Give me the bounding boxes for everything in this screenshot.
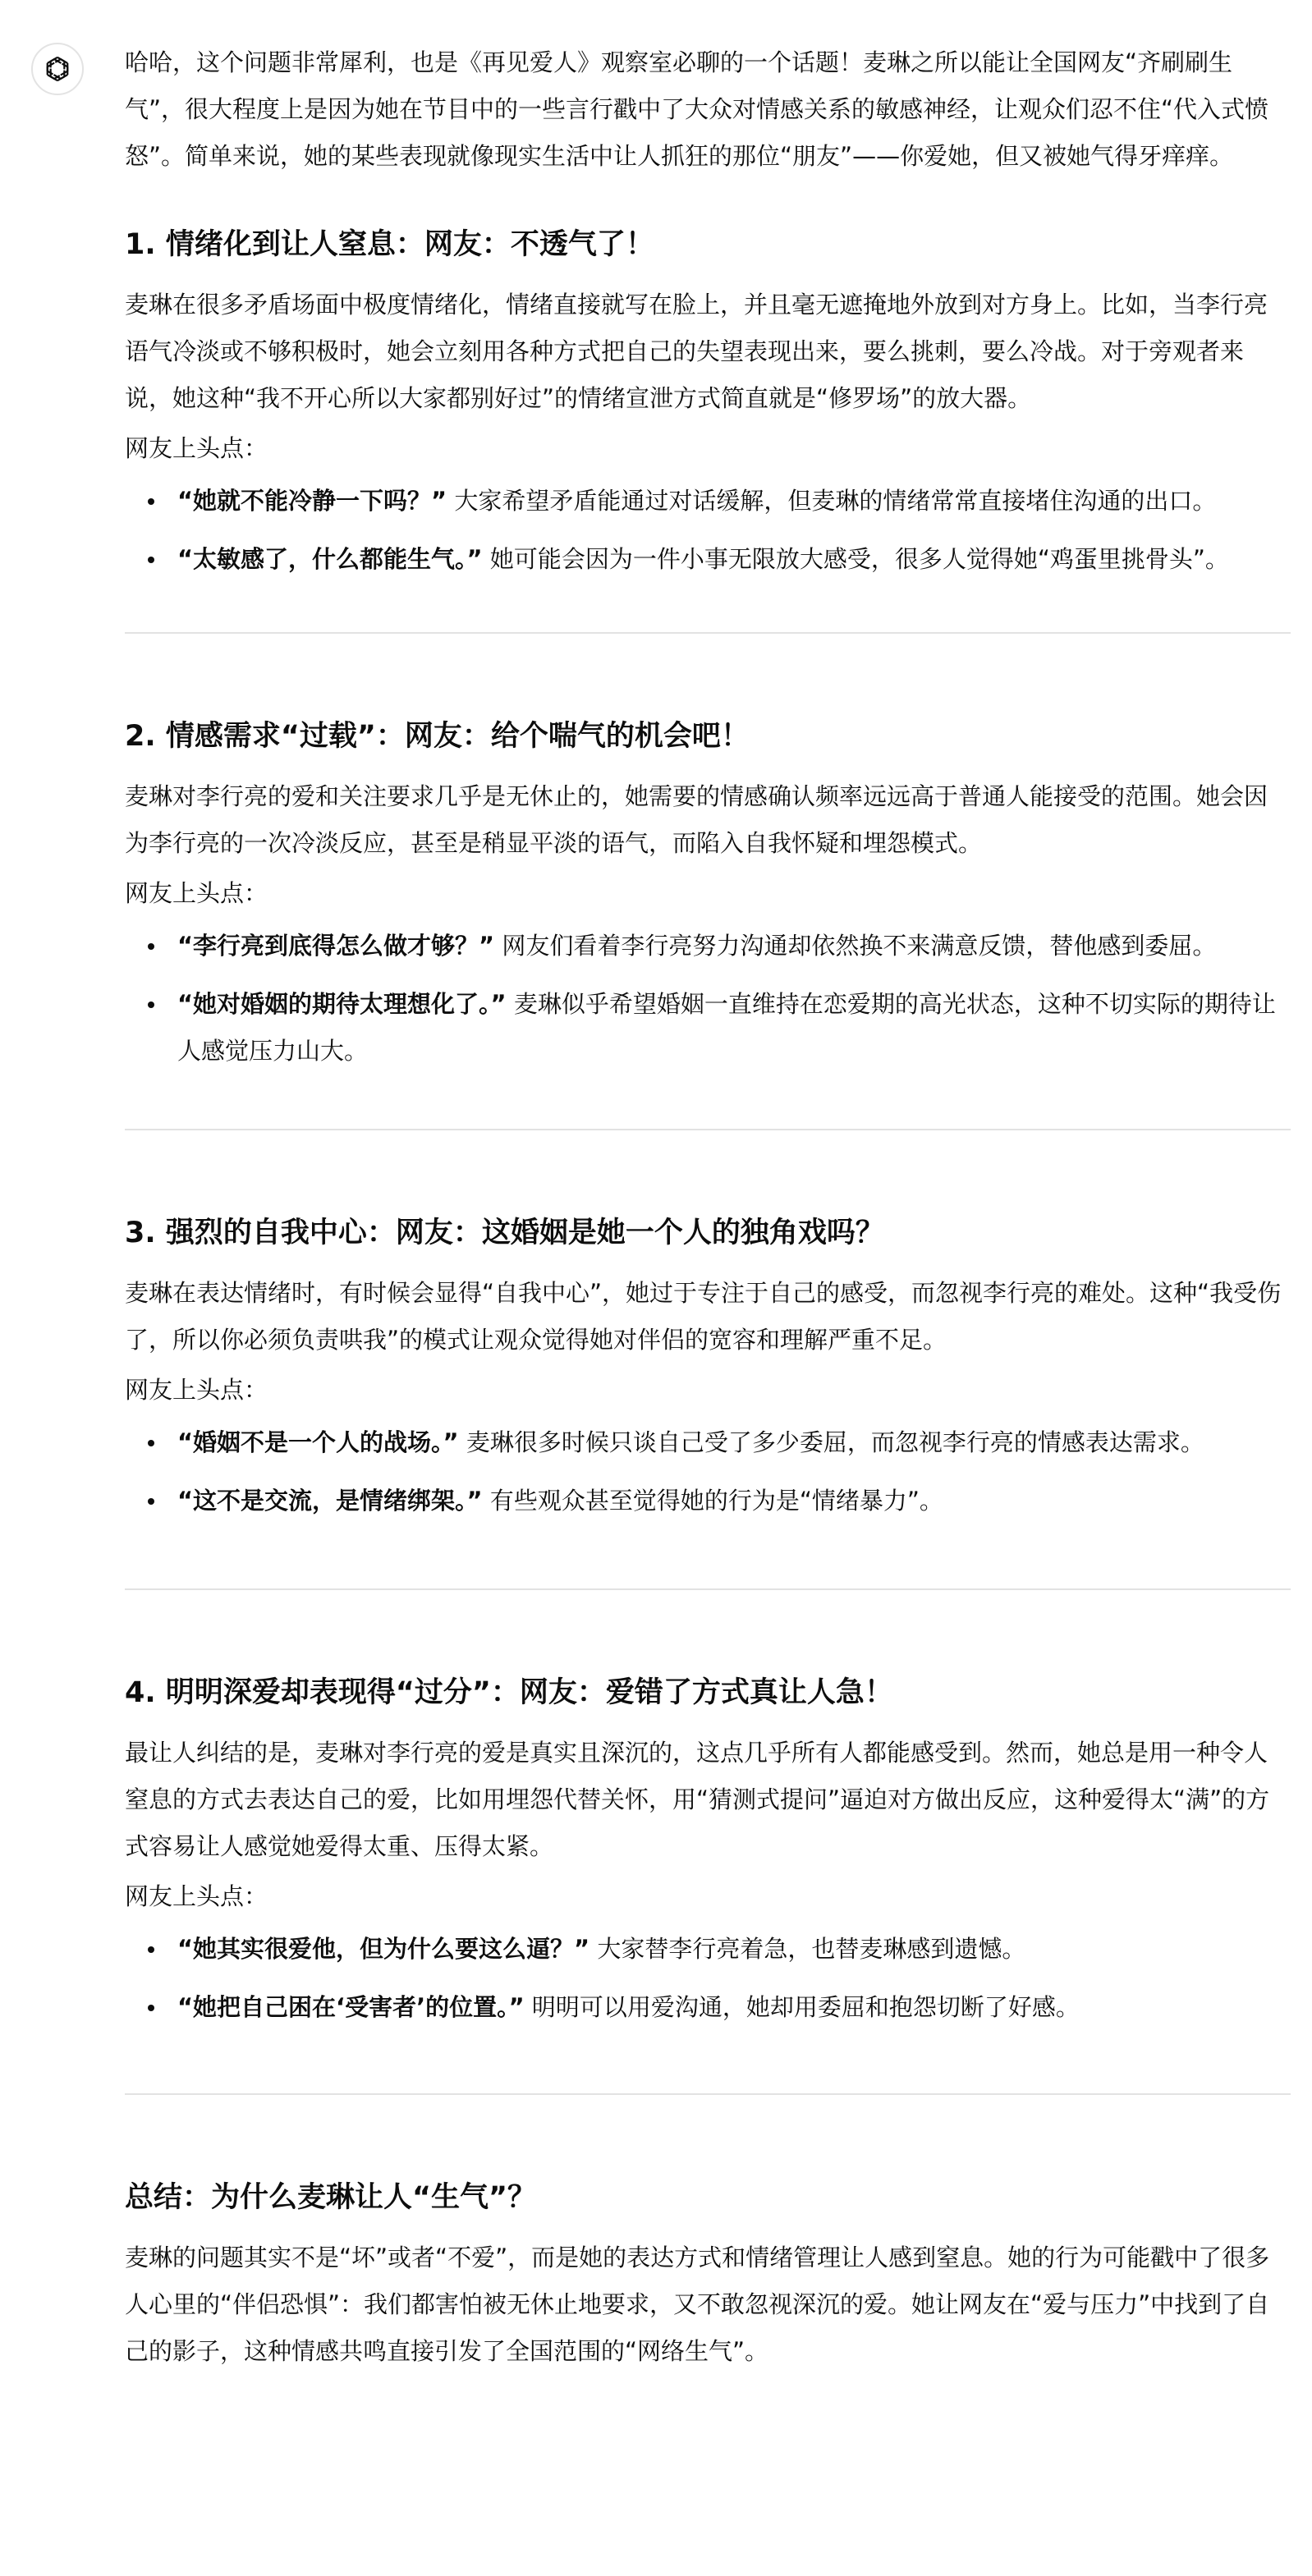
point-text: 有些观众甚至觉得她的行为是“情绪暴力”。 — [482, 1487, 943, 1515]
point-quote: “婚姻不是一个人的战场。” — [177, 1428, 459, 1456]
intro-paragraph: 哈哈，这个问题非常犀利，也是《再见爱人》观察室必聊的一个话题！麦琳之所以能让全国网友“齐刷刷生气”，很大程度上是因为她在节目中的一些言行戳中了大众对情感关系的敏感神经，让观众们忍不住“代入式愤怒”。简单来说，她的某些表现就像现实生活中让人抓狂的那位“朋友”——你爱她，但又被她气得牙痒痒。 — [125, 48, 1269, 170]
section-divider — [125, 632, 1291, 634]
point-quote: “李行亮到底得怎么做才够？” — [177, 932, 495, 960]
point-quote: “她把自己困在‘受害者’的位置。” — [177, 1993, 525, 2021]
section-2-points — [125, 923, 1291, 1075]
point-text: 网友们看着李行亮努力沟通却依然换不来满意反馈，替他感到委屈。 — [494, 932, 1217, 960]
section-4-point-2 — [125, 1984, 1291, 2031]
section-3-point-2 — [125, 1478, 1291, 1524]
section-3-body: 麦琳在表达情绪时，有时候会显得“自我中心”，她过于专注于自己的感受，而忽视李行亮的难处。这种“我受伤了，所以你必须负责哄我”的模式让观众觉得她对伴侣的宽容和理解严重不足。 — [125, 1279, 1282, 1354]
point-text: 大家替李行亮着急，也替麦琳感到遗憾。 — [589, 1935, 1026, 1963]
section-divider — [125, 1129, 1291, 1130]
point-text: 麦琳似乎希望婚姻一直维持在恋爱期的高光状态，这种不切实际的期待让人感觉压力山大。 — [177, 990, 1276, 1065]
section-3-label: 网友上头点： — [125, 1376, 268, 1404]
assistant-message — [125, 39, 1291, 2375]
section-2-body: 麦琳对李行亮的爱和关注要求几乎是无休止的，她需要的情感确认频率远远高于普通人能接受的范围。她会因为李行亮的一次冷淡反应，甚至是稍显平淡的语气，而陷入自我怀疑和埋怨模式。 — [125, 782, 1268, 857]
section-3-heading: 3. 强烈的自我中心：网友：这婚姻是她一个人的独角戏吗？ — [125, 1217, 884, 1249]
section-2-point-2 — [125, 981, 1291, 1075]
section-2-label: 网友上头点： — [125, 879, 268, 907]
section-1-point-1 — [125, 478, 1291, 525]
summary-heading: 总结：为什么麦琳让人“生气”？ — [125, 2181, 537, 2214]
section-4-point-1 — [125, 1926, 1291, 1973]
point-text: 明明可以用爱沟通，她却用委屈和抱怨切断了好感。 — [524, 1993, 1080, 2021]
section-3-point-1 — [125, 1419, 1291, 1466]
point-quote: “她对婚姻的期待太理想化了。” — [177, 990, 507, 1018]
section-4-points — [125, 1926, 1291, 2031]
point-text: 大家希望矛盾能通过对话缓解，但麦琳的情绪常常直接堵住沟通的出口。 — [447, 487, 1217, 515]
point-quote: “她其实很爱他，但为什么要这么逼？” — [177, 1935, 590, 1963]
section-4-body: 最让人纠结的是，麦琳对李行亮的爱是真实且深沉的，这点几乎所有人都能感受到。然而，她总是用一种令人窒息的方式去表达自己的爱，比如用埋怨代替关怀，用“猜测式提问”逼迫对方做出反应，这种爱得太“满”的方式容易让人感觉她爱得太重、压得太紧。 — [125, 1739, 1270, 1860]
section-2-heading: 2. 情感需求“过载”：网友：给个喘气的机会吧！ — [125, 720, 750, 753]
section-4-heading: 4. 明明深爱却表现得“过分”：网友：爱错了方式真让人急！ — [125, 1676, 893, 1709]
assistant-avatar — [31, 43, 84, 95]
point-quote: “她就不能冷静一下吗？” — [177, 487, 447, 515]
point-quote: “这不是交流，是情绪绑架。” — [177, 1487, 483, 1515]
point-quote: “太敏感了，什么都能生气。” — [177, 545, 483, 573]
summary-body: 麦琳的问题其实不是“坏”或者“不爱”，而是她的表达方式和情绪管理让人感到窒息。她的行为可能戳中了很多人心里的“伴侣恐惧”：我们都害怕被无休止地要求，又不敢忽视深沉的爱。她让网友在“爱与压力”中找到了自己的影子，这种情感共鸣直接引发了全国范围的“网络生气”。 — [125, 2244, 1270, 2365]
section-3-points — [125, 1419, 1291, 1524]
point-text: 她可能会因为一件小事无限放大感受，很多人觉得她“鸡蛋里挑骨头”。 — [482, 545, 1229, 573]
section-1-body: 麦琳在很多矛盾场面中极度情绪化，情绪直接就写在脸上，并且毫无遮掩地外放到对方身上。比如，当李行亮语气冷淡或不够积极时，她会立刻用各种方式把自己的失望表现出来，要么挑刺，要么冷战。对于旁观者来说，她这种“我不开心所以大家都别好过”的情绪宣泄方式简直就是“修罗场”的放大器。 — [125, 291, 1268, 412]
section-divider — [125, 2093, 1291, 2095]
section-1-points — [125, 478, 1291, 583]
section-4-label: 网友上头点： — [125, 1882, 268, 1910]
section-1-label: 网友上头点： — [125, 434, 268, 462]
section-1-point-2 — [125, 536, 1291, 583]
point-text: 麦琳很多时候只谈自己受了多少委屈，而忽视李行亮的情感表达需求。 — [458, 1428, 1204, 1456]
section-1-heading: 1. 情绪化到让人窒息：网友：不透气了！ — [125, 228, 654, 261]
section-divider — [125, 1588, 1291, 1590]
openai-logo-icon — [41, 53, 74, 85]
section-2-point-1 — [125, 923, 1291, 969]
